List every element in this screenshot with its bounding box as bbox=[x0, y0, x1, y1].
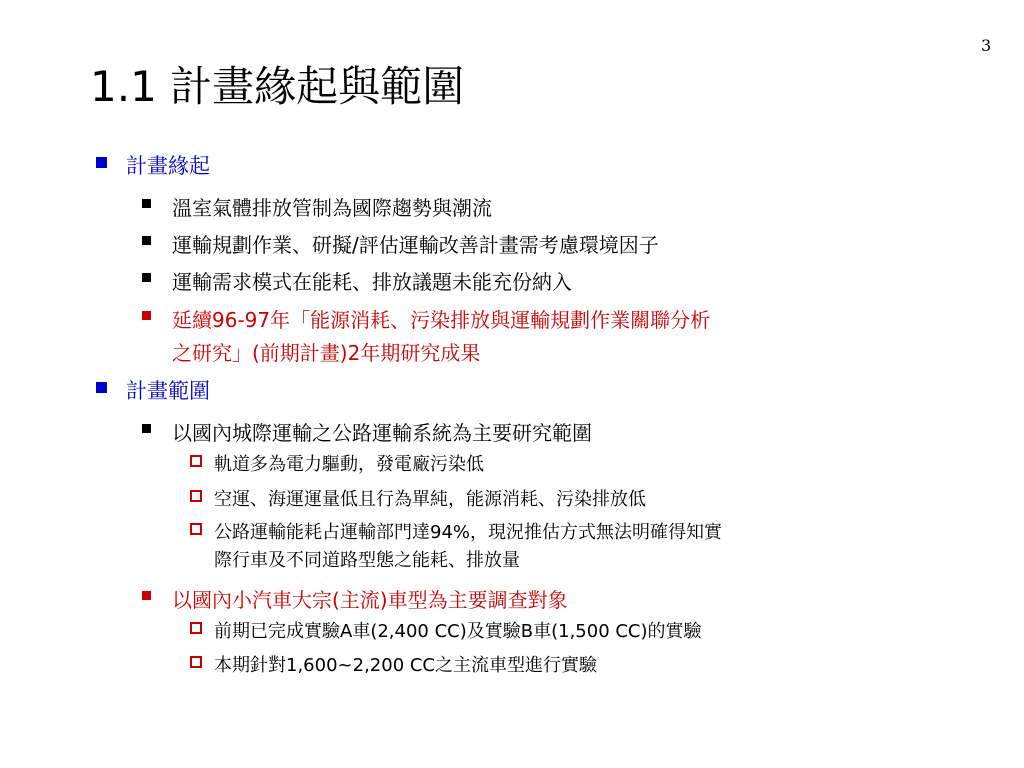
section-heading: 計畫範圍 bbox=[126, 379, 210, 403]
hollow-square-bullet-icon bbox=[190, 490, 202, 502]
page-number: 3 bbox=[981, 36, 992, 55]
hollow-square-bullet-icon bbox=[190, 455, 202, 467]
list-item: 運輸規劃作業、研擬/評估運輸改善計畫需考慮環境因子 bbox=[172, 233, 659, 257]
sub-list-item-line2: 際行車及不同道路型態之能耗、排放量 bbox=[214, 550, 520, 571]
list-item: 以國內小汽車大宗(主流)車型為主要調查對象 bbox=[172, 588, 568, 612]
hollow-square-bullet-icon bbox=[190, 656, 202, 668]
sub-list-item-line1: 公路運輸能耗占運輸部門達94%，現況推估方式無法明確得知實 bbox=[214, 522, 723, 543]
square-bullet-icon bbox=[96, 382, 107, 393]
sub-list-item: 本期針對1,600~2,200 CC之主流車型進行實驗 bbox=[214, 655, 597, 676]
hollow-square-bullet-icon bbox=[190, 523, 202, 535]
square-bullet-icon bbox=[142, 424, 151, 433]
sub-list-item: 空運、海運運量低且行為單純，能源消耗、污染排放低 bbox=[214, 489, 646, 510]
list-item: 以國內城際運輸之公路運輸系統為主要研究範圍 bbox=[172, 421, 592, 445]
list-item: 溫室氣體排放管制為國際趨勢與潮流 bbox=[172, 196, 492, 220]
square-bullet-icon bbox=[142, 591, 151, 600]
list-item: 運輸需求模式在能耗、排放議題未能充份納入 bbox=[172, 270, 572, 294]
square-bullet-icon bbox=[96, 157, 107, 168]
sub-list-item: 軌道多為電力驅動，發電廠污染低 bbox=[214, 454, 484, 475]
sub-list-item: 前期已完成實驗A車(2,400 CC)及實驗B車(1,500 CC)的實驗 bbox=[214, 621, 702, 642]
list-item-line2: 之研究」(前期計畫)2年期研究成果 bbox=[172, 341, 481, 365]
hollow-square-bullet-icon bbox=[190, 622, 202, 634]
page-title: 1.1 計畫緣起與範圍 bbox=[90, 62, 465, 111]
square-bullet-icon bbox=[142, 273, 151, 282]
list-item-line1: 延續96-97年「能源消耗、污染排放與運輸規劃作業關聯分析 bbox=[172, 308, 711, 332]
square-bullet-icon bbox=[142, 311, 151, 320]
section-heading: 計畫緣起 bbox=[126, 154, 210, 178]
square-bullet-icon bbox=[142, 236, 151, 245]
square-bullet-icon bbox=[142, 199, 151, 208]
